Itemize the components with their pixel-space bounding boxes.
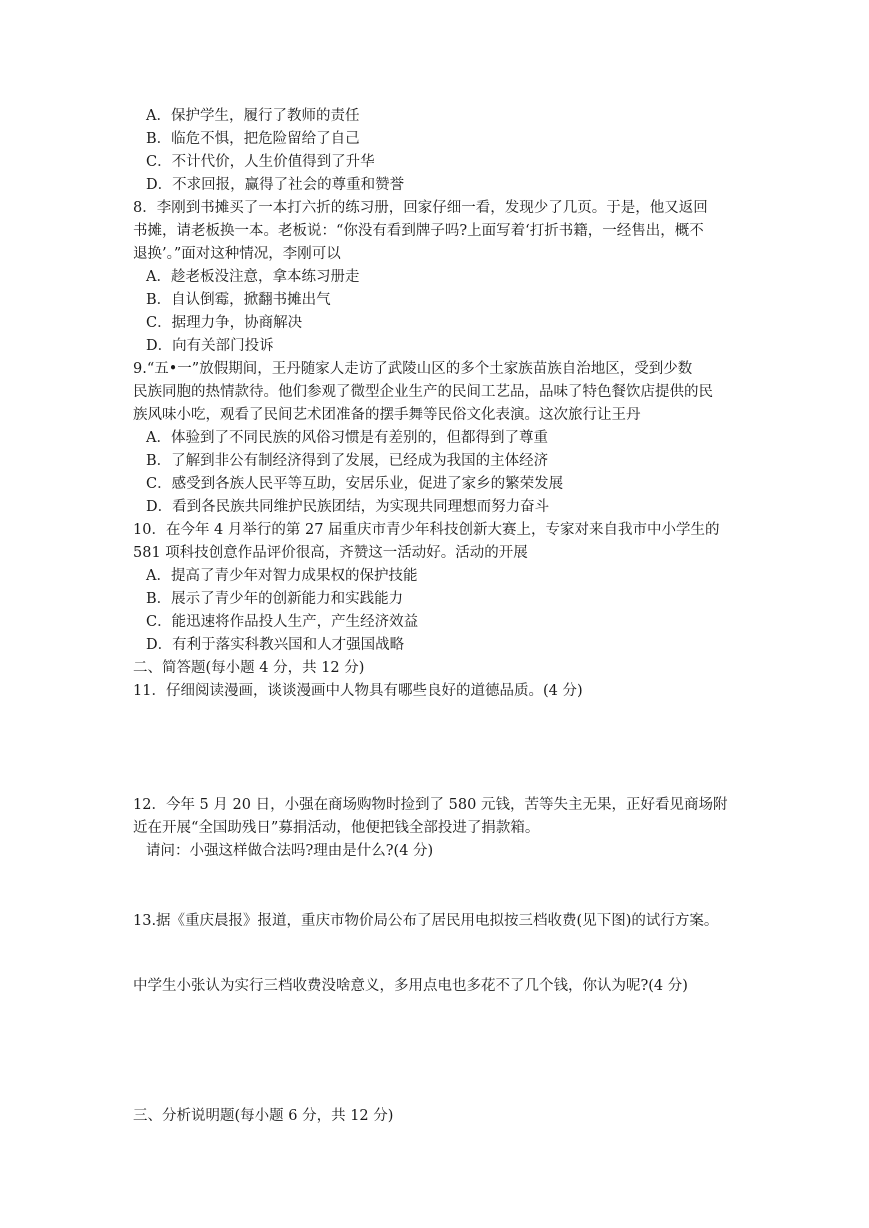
- q9-stem-line-3: 族风味小吃，观看了民间艺术团准备的摆手舞等民俗文化表演。这次旅行让王丹: [133, 407, 641, 423]
- section-2-heading: 二、简答题(每小题 4 分，共 12 分): [133, 660, 365, 676]
- q8-stem-line-3: 退换’。”面对这种情况，李刚可以: [133, 246, 341, 262]
- q10-option-b: B．展示了青少年的创新能力和实践能力: [146, 591, 404, 607]
- q8-option-a: A．趁老板没注意，拿本练习册走: [146, 269, 360, 285]
- q9-stem-line-1: 9.“五•一”放假期间，王丹随家人走访了武陵山区的多个土家族苗族自治地区，受到少数: [133, 361, 693, 377]
- q7-option-b: B．临危不惧，把危险留给了自己: [146, 131, 360, 147]
- q10-stem-line-1: 10．在今年 4 月举行的第 27 届重庆市青少年科技创新大赛上，专家对来自我市中小学生的: [133, 522, 720, 538]
- q8-stem-line-2: 书摊，请老板换一本。老板说：“你没有看到牌子吗?上面写着‘打折书籍，一经售出，概不: [133, 223, 704, 239]
- q12-ask: 请问：小强这样做合法吗?理由是什么?(4 分): [146, 843, 434, 859]
- q8-option-c: C．据理力争，协商解决: [146, 315, 303, 331]
- q11-stem: 11．仔细阅读漫画，谈谈漫画中人物具有哪些良好的道德品质。(4 分): [133, 683, 583, 699]
- q10-option-c: C．能迅速将作品投人生产，产生经济效益: [146, 614, 419, 630]
- q9-option-b: B．了解到非公有制经济得到了发展，已经成为我国的主体经济: [146, 453, 549, 469]
- q9-option-c: C．感受到各族人民平等互助，安居乐业，促进了家乡的繁荣发展: [146, 476, 564, 492]
- q13-ask: 中学生小张认为实行三档收费没啥意义，多用点电也多花不了几个钱，你认为呢?(4 分): [133, 978, 688, 994]
- section-3-heading: 三、分析说明题(每小题 6 分，共 12 分): [133, 1108, 394, 1124]
- q10-option-d: D．有利于落实科教兴国和人才强国战略: [146, 637, 405, 653]
- q12-stem-line-1: 12．今年 5 月 20 日，小强在商场购物时捡到了 580 元钱，苦等失主无果，正好看见商场附: [133, 797, 728, 813]
- q8-option-b: B．自认倒霉，掀翻书摊出气: [146, 292, 331, 308]
- q9-stem-line-2: 民族同胞的热情款待。他们参观了微型企业生产的民间工艺品，品味了特色餐饮店提供的民: [133, 384, 713, 400]
- q8-stem-line-1: 8．李刚到书摊买了一本打六折的练习册，回家仔细一看，发现少了几页。于是，他又返回: [133, 200, 708, 216]
- q10-option-a: A．提高了青少年对智力成果权的保护技能: [146, 568, 418, 584]
- q7-option-c: C．不计代价，人生价值得到了升华: [146, 154, 375, 170]
- q7-option-a: A．保护学生，履行了教师的责任: [146, 108, 360, 124]
- q7-option-d: D．不求回报，赢得了社会的尊重和赞誉: [146, 177, 405, 193]
- q9-option-d: D．看到各民族共同维护民族团结，为实现共同理想而努力奋斗: [146, 499, 550, 515]
- q8-option-d: D．向有关部门投诉: [146, 338, 274, 354]
- q9-option-a: A．体验到了不同民族的风俗习惯是有差别的，但都得到了尊重: [146, 430, 548, 446]
- q13-stem: 13.据《重庆晨报》报道，重庆市物价局公布了居民用电拟按三档收费(见下图)的试行方案。: [133, 913, 719, 929]
- q12-stem-line-2: 近在开展“全国助残日”募捐活动，他便把钱全部投进了捐款箱。: [133, 820, 540, 836]
- q10-stem-line-2: 581 项科技创意作品评价很高，齐赞这一活动好。活动的开展: [133, 545, 528, 561]
